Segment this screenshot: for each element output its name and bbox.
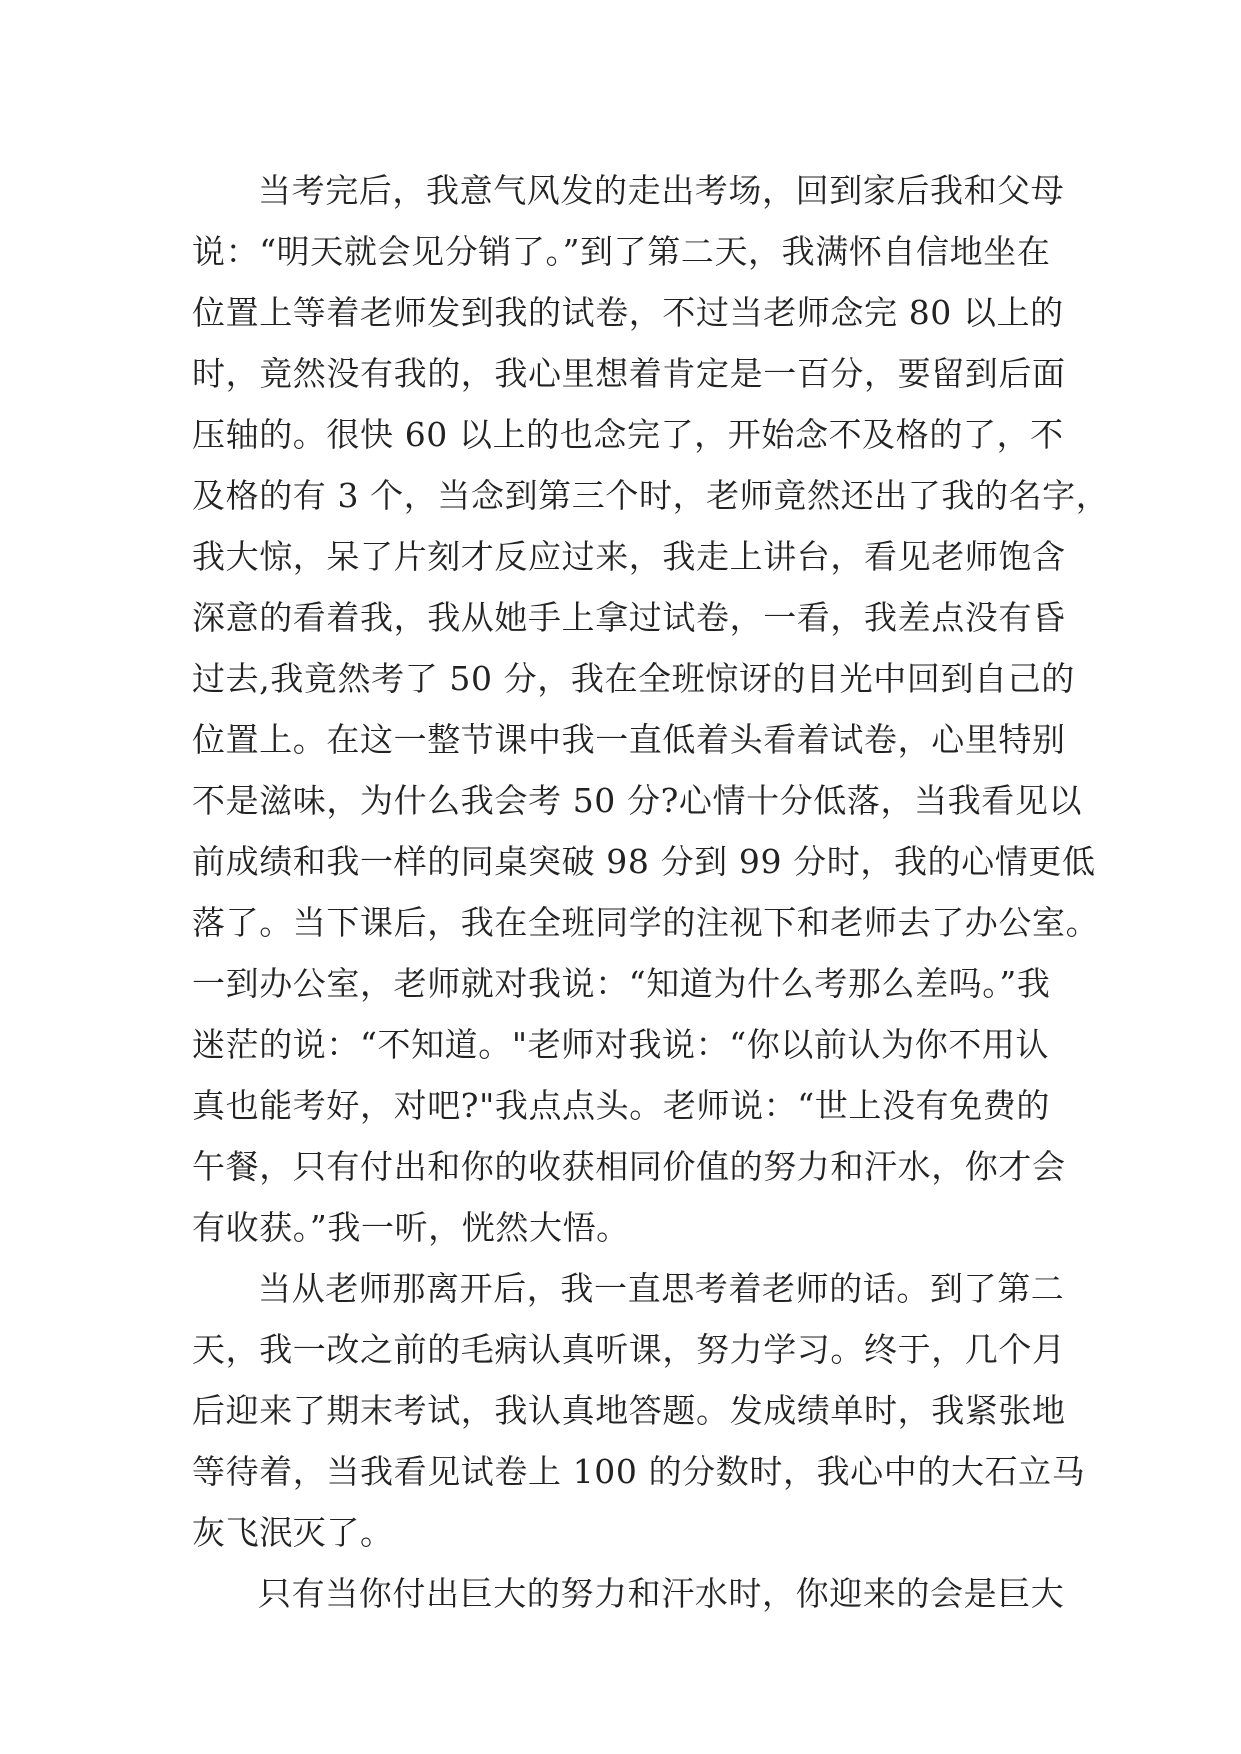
paragraph-1-line-5: 压轴的。很快 60 以上的也念完了，开始念不及格的了，不 bbox=[192, 415, 1064, 454]
paragraph-1-line-8: 深意的看着我，我从她手上拿过试卷，一看，我差点没有昏 bbox=[192, 598, 1066, 637]
paragraph-1-line-2: 说：“明天就会见分销了。”到了第二天，我满怀自信地坐在 bbox=[192, 232, 1051, 271]
paragraph-2-line-5: 灰飞泯灭了。 bbox=[192, 1513, 394, 1552]
paragraph-1-line-17: 午餐，只有付出和你的收获相同价值的努力和汗水，你才会 bbox=[192, 1147, 1066, 1186]
paragraph-1-line-13: 落了。当下课后，我在全班同学的注视下和老师去了办公室。 bbox=[192, 903, 1100, 942]
paragraph-1-line-16: 真也能考好，对吧?"我点点头。老师说：“世上没有免费的 bbox=[192, 1086, 1050, 1125]
paragraph-1-line-7: 我大惊，呆了片刻才反应过来，我走上讲台，看见老师饱含 bbox=[192, 537, 1066, 576]
paragraph-1-line-9: 过去,我竟然考了 50 分，我在全班惊讶的目光中回到自己的 bbox=[192, 659, 1075, 698]
document-body bbox=[192, 160, 1110, 1624]
paragraph-1-line-15: 迷茫的说：“不知道。"老师对我说：“你以前认为你不用认 bbox=[192, 1025, 1050, 1064]
paragraph-1-line-12: 前成绩和我一样的同桌突破 98 分到 99 分时，我的心情更低 bbox=[192, 842, 1096, 881]
paragraph-1-line-14: 一到办公室，老师就对我说：“知道为什么考那么差吗。”我 bbox=[192, 964, 1051, 1003]
paragraph-2-line-4: 等待着，当我看见试卷上 100 的分数时，我心中的大石立马 bbox=[192, 1452, 1086, 1491]
paragraph-2-line-1: 当从老师那离开后，我一直思考着老师的话。到了第二 bbox=[258, 1269, 1065, 1308]
paragraph-1-line-4: 时，竟然没有我的，我心里想着肯定是一百分，要留到后面 bbox=[192, 354, 1066, 393]
paragraph-1-line-10: 位置上。在这一整节课中我一直低着头看着试卷，心里特别 bbox=[192, 720, 1066, 759]
paragraph-1-line-11: 不是滋味，为什么我会考 50 分?心情十分低落，当我看见以 bbox=[192, 781, 1083, 820]
paragraph-1-line-6: 及格的有 3 个，当念到第三个时，老师竟然还出了我的名字， bbox=[192, 476, 1110, 515]
paragraph-2-line-3: 后迎来了期末考试，我认真地答题。发成绩单时，我紧张地 bbox=[192, 1391, 1066, 1430]
paragraph-1-line-3: 位置上等着老师发到我的试卷，不过当老师念完 80 以上的 bbox=[192, 293, 1064, 332]
paragraph-1-line-18: 有收获。”我一听，恍然大悟。 bbox=[192, 1208, 630, 1247]
paragraph-2-line-2: 天，我一改之前的毛病认真听课，努力学习。终于，几个月 bbox=[192, 1330, 1066, 1369]
paragraph-3-line-1: 只有当你付出巨大的努力和汗水时，你迎来的会是巨大 bbox=[258, 1574, 1065, 1613]
paragraph-1-line-1: 当考完后，我意气风发的走出考场，回到家后我和父母 bbox=[258, 171, 1065, 210]
